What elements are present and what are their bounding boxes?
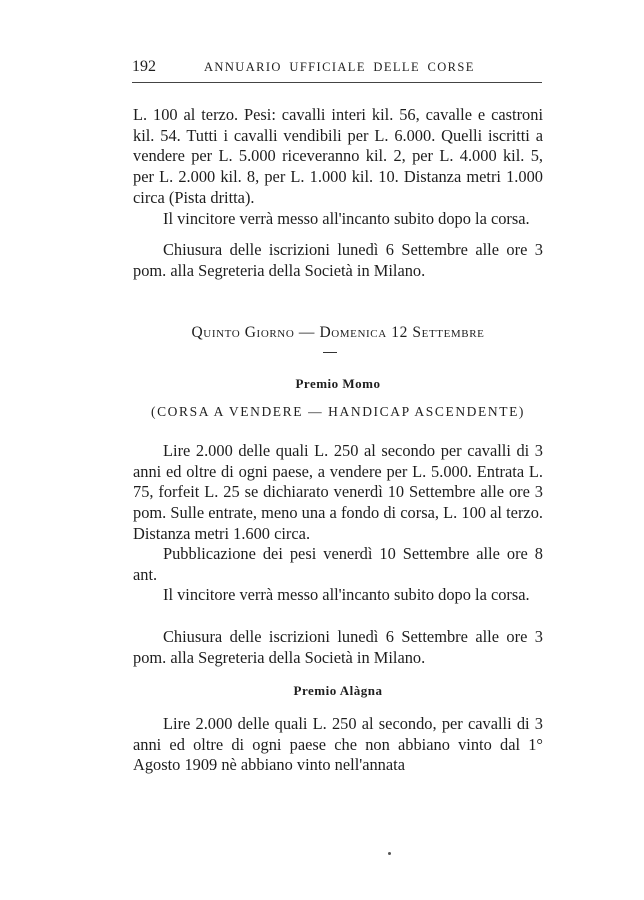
paragraph-closing: Chiusura delle iscrizioni lunedì 6 Settembre alle ore 3 pom. alla Segreteria della Società in Milano. <box>133 240 543 280</box>
print-speck <box>388 852 391 855</box>
momo-paragraph-weights: Pubblicazione dei pesi venerdì 10 Settembre alle ore 8 ant. <box>133 544 543 584</box>
momo-paragraph-conditions: Lire 2.000 delle quali L. 250 al secondo per cavalli di 3 anni ed oltre di ogni paese, a vendere per L. 5.000. Entrata L. 75, forfeit L. 25 se dichiarato venerdì 10 Settembre alle ore 3 pom. Sulle entrate, meno una a fondo di corsa, L. 100 al terzo. Distanza metri 1.600 circa. <box>133 441 543 543</box>
prize-title-alagna: Premio Alàgna <box>293 683 383 698</box>
heading-dash <box>323 352 337 353</box>
day-heading: Quinto Giorno — Domenica 12 Settembre <box>191 324 485 341</box>
page-number: 192 <box>132 58 156 75</box>
paragraph-auction: Il vincitore verrà messo all'incanto subito dopo la corsa. <box>163 209 530 228</box>
momo-paragraph-closing: Chiusura delle iscrizioni lunedì 6 Settembre alle ore 3 pom. alla Segreteria della Società in Milano. <box>133 627 543 667</box>
header-rule <box>132 82 542 83</box>
paragraph-weights: L. 100 al terzo. Pesi: cavalli interi kil. 56, cavalle e castroni kil. 54. Tutti i cavalli vendibili per L. 6.000. Quelli iscritti a vendere per L. 5.000 riceveranno kil. 2, per L. 4.000 kil. 5, per L. 2.000 kil. 8, per L. 1.000 kil. 10. Distanza metri 1.000 circa (Pista dritta). <box>133 105 543 207</box>
running-title: ANNUARIO UFFICIALE DELLE CORSE <box>204 60 475 74</box>
momo-paragraph-auction: Il vincitore verrà messo all'incanto subito dopo la corsa. <box>163 585 530 604</box>
running-header <box>132 58 542 80</box>
alagna-paragraph-conditions: Lire 2.000 delle quali L. 250 al secondo, per cavalli di 3 anni ed oltre di ogni paese che non abbiano vinto dal 1° Agosto 1909 nè abbiano vinto nell'annata <box>133 714 543 775</box>
prize-subtitle-momo: (CORSA A VENDERE — HANDICAP ASCENDENTE) <box>150 404 526 419</box>
prize-title-momo: Premio Momo <box>295 376 381 391</box>
